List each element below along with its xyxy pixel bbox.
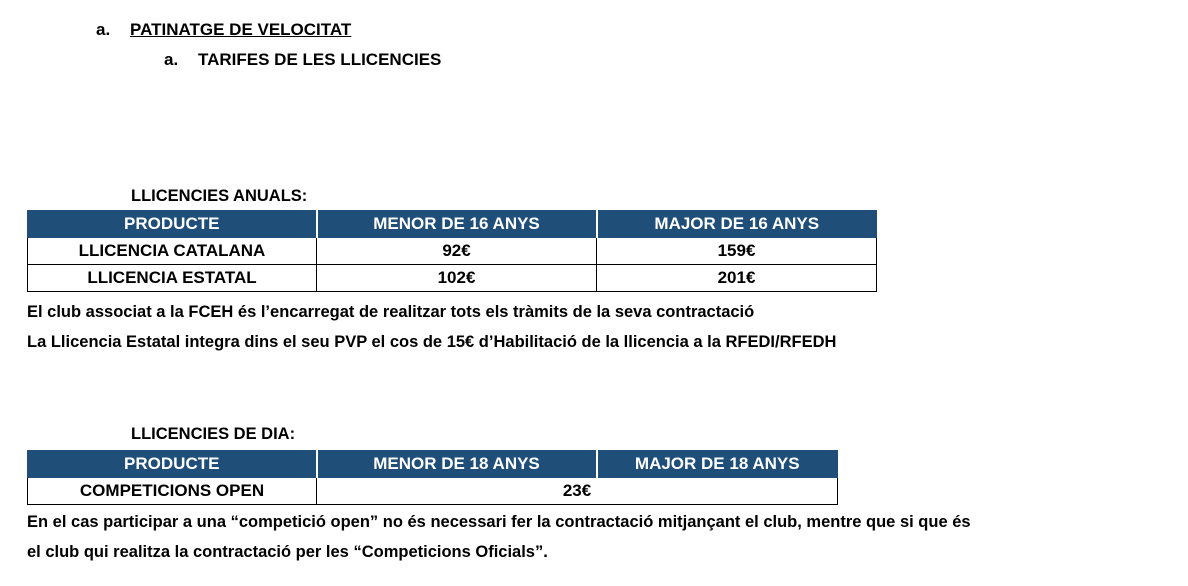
- annual-note-estatal: La Llicencia Estatal integra dins el seu PVP el cos de 15€ d’Habilitació de la llicencia a la RFEDI/RFEDH: [27, 333, 837, 351]
- column-header-under-16: MENOR DE 16 ANYS: [317, 211, 597, 238]
- price-cell-minor: 92€: [317, 238, 597, 265]
- section-number: a.: [96, 20, 111, 39]
- table-row: [28, 238, 877, 265]
- column-header-product: PRODUCTE: [28, 211, 317, 238]
- column-header-over-18: MAJOR DE 18 ANYS: [597, 451, 838, 478]
- subsection-title: TARIFES DE LES LLICENCIES: [198, 50, 442, 69]
- price-cell-merged: 23€: [317, 478, 838, 505]
- product-cell: COMPETICIONS OPEN: [28, 478, 317, 505]
- day-licences-table: [27, 450, 838, 505]
- price-cell-major: 201€: [597, 265, 877, 292]
- product-cell: LLICENCIA ESTATAL: [28, 265, 317, 292]
- column-header-product: PRODUCTE: [28, 451, 317, 478]
- table-header-row: [28, 211, 877, 238]
- section-heading: [96, 20, 351, 40]
- day-note-line-2: el club qui realitza la contractació per les “Competicions Oficials”.: [27, 543, 548, 561]
- section-title: PATINATGE DE VELOCITAT: [130, 20, 352, 39]
- product-cell: LLICENCIA CATALANA: [28, 238, 317, 265]
- subsection-heading: [164, 50, 441, 70]
- annual-note-club: El club associat a la FCEH és l’encarregat de realitzar tots els tràmits de la seva contractació: [27, 303, 755, 321]
- subsection-number: a.: [164, 50, 179, 69]
- price-cell-major: 159€: [597, 238, 877, 265]
- day-licences-label: LLICENCIES DE DIA:: [131, 425, 296, 443]
- column-header-over-16: MAJOR DE 16 ANYS: [597, 211, 877, 238]
- table-row: [28, 478, 838, 505]
- column-header-under-18: MENOR DE 18 ANYS: [317, 451, 597, 478]
- table-header-row: [28, 451, 838, 478]
- price-cell-minor: 102€: [317, 265, 597, 292]
- table-row: [28, 265, 877, 292]
- day-note-line-1: En el cas participar a una “competició open” no és necessari fer la contractació mitjançant el club, mentre que si que és: [27, 513, 971, 531]
- annual-licences-table: [27, 210, 877, 292]
- annual-licences-label: LLICENCIES ANUALS:: [131, 187, 308, 205]
